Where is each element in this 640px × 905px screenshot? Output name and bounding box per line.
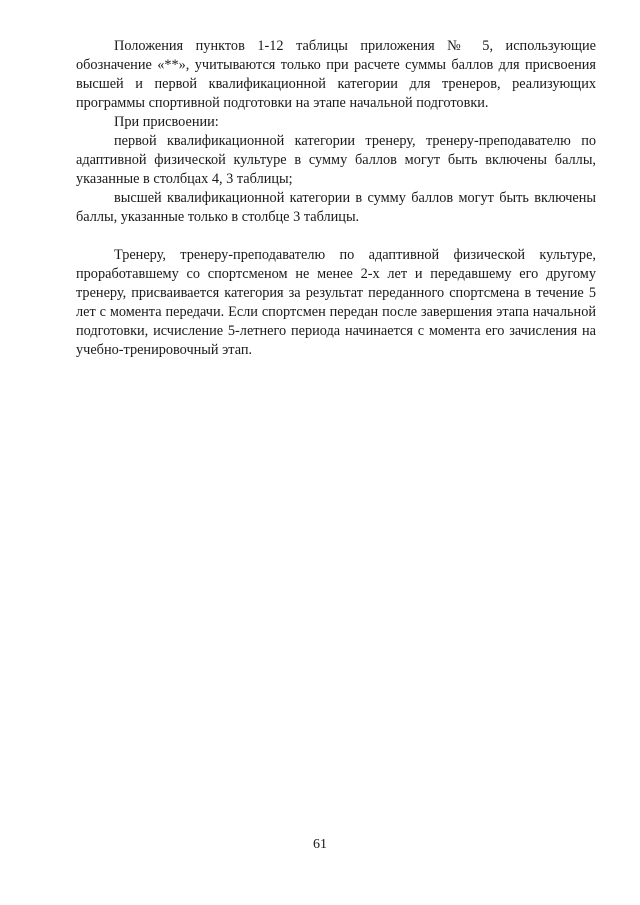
paragraph-first-category: первой квалификационной категории тренеру, тренеру-преподавателю по адаптивной физической культуре в сумму баллов могут быть включены баллы, указанные в столбцах 4, 3 таблицы;	[76, 133, 596, 187]
paragraph-highest-category: высшей квалификационной категории в сумму баллов могут быть включены баллы, указанные только в столбце 3 таблицы.	[76, 190, 596, 225]
paragraph-spacer	[76, 227, 596, 246]
paragraph-assignment-intro: При присвоении:	[114, 114, 219, 130]
paragraph-scoring-rule: Положения пунктов 1-12 таблицы приложения № 5, использующие обозначение «**», учитываются только при расчете суммы баллов для присвоения высшей и первой квалификационной категории для тренеров, реализующих программы спортивной подготовки на этапе начальной подготовки.	[76, 38, 596, 111]
page-number: 61	[313, 837, 327, 852]
paragraph-athlete-transfer: Тренеру, тренеру-преподавателю по адаптивной физической культуре, проработавшему со спортсменом не менее 2-х лет и передавшему его другому тренеру, присваивается категория за результат переданного спортсмена в течение 5 лет с момента передачи. Если спортсмен передан после завершения этапа начальной подготовки, исчисление 5-летнего периода начинается с момента его зачисления на учебно-тренировочный этап.	[76, 247, 596, 358]
page-body	[76, 37, 596, 360]
